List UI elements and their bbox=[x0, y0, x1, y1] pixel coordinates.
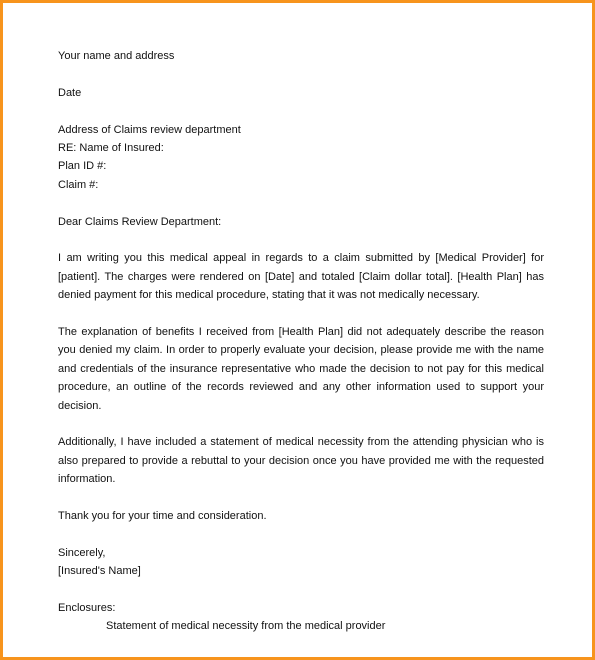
body-paragraph-explanation: The explanation of benefits I received from [Health Plan] did not adequately describe the reason you denied my claim. In order to properly evaluate your decision, please provide me with the name and credentials of the insurance representative who made the decision to not pay for this medical procedure, an outline of the records reviewed and any other information used to support your decision. bbox=[58, 326, 544, 412]
spacer bbox=[58, 305, 544, 323]
enclosures-item: Statement of medical necessity from the medical provider bbox=[106, 620, 386, 633]
enclosures-label: Enclosures: bbox=[58, 602, 116, 615]
spacer bbox=[58, 194, 544, 212]
spacer bbox=[58, 102, 544, 120]
body-paragraph-additional: Additionally, I have included a statement of medical necessity from the attending physician who is also prepared to provide a rebuttal to your decision once you have provided me with the requested information. bbox=[58, 436, 544, 486]
sender-line: Your name and address bbox=[58, 50, 175, 62]
recipient-block bbox=[58, 121, 544, 195]
spacer bbox=[58, 525, 544, 543]
insured-name-line: RE: Name of Insured: bbox=[58, 142, 164, 154]
spacer bbox=[58, 231, 544, 249]
closing: Sincerely, bbox=[58, 546, 106, 559]
salutation: Dear Claims Review Department: bbox=[58, 215, 222, 228]
recipient-address-line: Address of Claims review department bbox=[58, 123, 241, 136]
body-paragraph-claim: I am writing you this medical appeal in regards to a claim submitted by [Medical Provider] for [patient]. The charges were rendered on [Date] and totaled [Claim dollar total]. [Health Plan] has denied payment for this medical procedure, stating that it was not medically necessary. bbox=[58, 252, 544, 302]
plan-id-line: Plan ID #: bbox=[58, 160, 107, 173]
appeal-letter bbox=[58, 47, 544, 636]
signature: [Insured's Name] bbox=[58, 565, 141, 578]
date-line: Date bbox=[58, 86, 82, 99]
thank-you-line: Thank you for your time and consideration. bbox=[58, 510, 267, 523]
claim-number-line: Claim #: bbox=[58, 178, 99, 191]
spacer bbox=[58, 581, 544, 599]
spacer bbox=[58, 65, 544, 83]
spacer bbox=[58, 415, 544, 433]
spacer bbox=[58, 489, 544, 507]
